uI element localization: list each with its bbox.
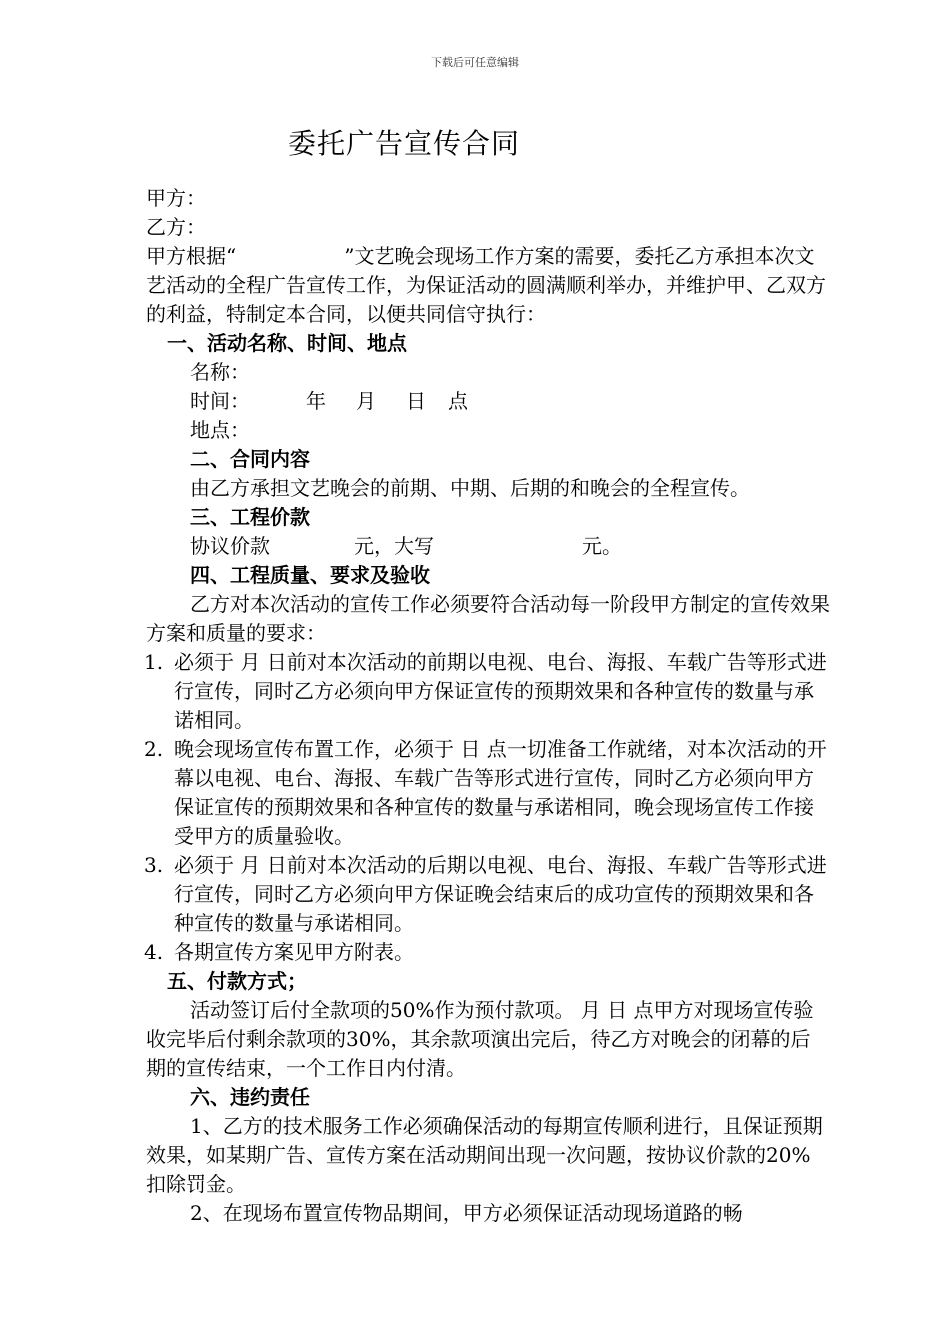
time-month: 月 (356, 389, 376, 413)
event-name-line: 名称： (190, 360, 250, 384)
time-year: 年 (306, 389, 326, 413)
list-text: 各期宣传方案见甲方附表。 (174, 940, 414, 964)
list-text: 必须于 月 日前对本次活动的后期以电视、电台、海报、车载广告等形式进行宣传，同时乙方必须向甲方保证晚会结束后的成功宣传的预期效果和各种宣传的数量与承诺相同。 (174, 853, 827, 935)
time-hour: 点 (448, 389, 468, 413)
list-item (146, 648, 830, 735)
intro-paragraph (146, 242, 830, 329)
party-b-line: 乙方： (146, 215, 206, 239)
contract-body (146, 184, 830, 1228)
event-time-line (146, 387, 830, 416)
list-number: 4. (144, 940, 164, 964)
price-label: 协议价款 (190, 534, 270, 558)
list-item (146, 851, 830, 938)
section2-heading: 二、合同内容 (190, 447, 310, 471)
section6-para2: 2、在现场布置宣传物品期间，甲方必须保证活动现场道路的畅 (190, 1201, 743, 1225)
event-place-line: 地点： (190, 418, 250, 442)
list-text: 晚会现场宣传布置工作，必须于 日 点一切准备工作就绪，对本次活动的开幕以电视、电台、海报、车载广告等形式进行宣传，同时乙方必须向甲方保证宣传的预期效果和各种宣传的数量与承诺相同，晚会现场宣传工作接受甲方的质量验收。 (174, 737, 827, 848)
list-text: 必须于 月 日前对本次活动的前期以电视、电台、海报、车载广告等形式进行宣传，同时乙方必须向甲方保证宣传的预期效果和各种宣传的数量与承诺相同。 (174, 650, 827, 732)
party-a-line: 甲方： (146, 186, 206, 210)
price-unit: 元，大写 (354, 534, 434, 558)
section2-text: 由乙方承担文艺晚会的前期、中期、后期的和晚会的全程宣传。 (190, 476, 750, 500)
list-item (146, 938, 830, 967)
intro-part2: ”文艺晚会现场工作方案的需要，委托乙方承担本次文艺活动的全程广告宣传工作，为保证活动的圆满顺利举办，并维护甲、乙双方的利益，特制定本合同，以便共同信守执行： (146, 244, 826, 326)
section3-heading: 三、工程价款 (190, 505, 310, 529)
price-line (146, 532, 830, 561)
header-note: 下载后可任意编辑 (431, 56, 519, 69)
price-end: 元。 (582, 534, 622, 558)
list-item (146, 735, 830, 851)
time-day: 日 (406, 389, 426, 413)
page-title: 委托广告宣传合同 (288, 127, 521, 160)
list-number: 3. (144, 853, 164, 877)
list-number: 1. (144, 650, 164, 674)
section4-intro: 乙方对本次活动的宣传工作必须要符合活动每一阶段甲方制定的宣传效果方案和质量的要求： (146, 592, 830, 645)
time-label: 时间： (190, 389, 250, 413)
list-number: 2. (144, 737, 164, 761)
section5-text: 活动签订后付全款项的50%作为预付款项。 月 日 点甲方对现场宣传验收完毕后付剩余款项的30%，其余款项演出完后，待乙方对晚会的闭幕的后期的宣传结束，一个工作日内付清。 (146, 998, 814, 1080)
section1-heading: 一、活动名称、时间、地点 (167, 331, 407, 355)
section6-heading: 六、违约责任 (190, 1085, 310, 1109)
section4-heading: 四、工程质量、要求及验收 (190, 563, 430, 587)
section5-heading: 五、付款方式； (167, 969, 307, 993)
intro-part1: 甲方根据“ (146, 244, 237, 268)
section6-para1: 1、乙方的技术服务工作必须确保活动的每期宣传顺利进行，且保证预期效果，如某期广告、宣传方案在活动期间出现一次问题，按协议价款的20%扣除罚金。 (146, 1114, 823, 1196)
